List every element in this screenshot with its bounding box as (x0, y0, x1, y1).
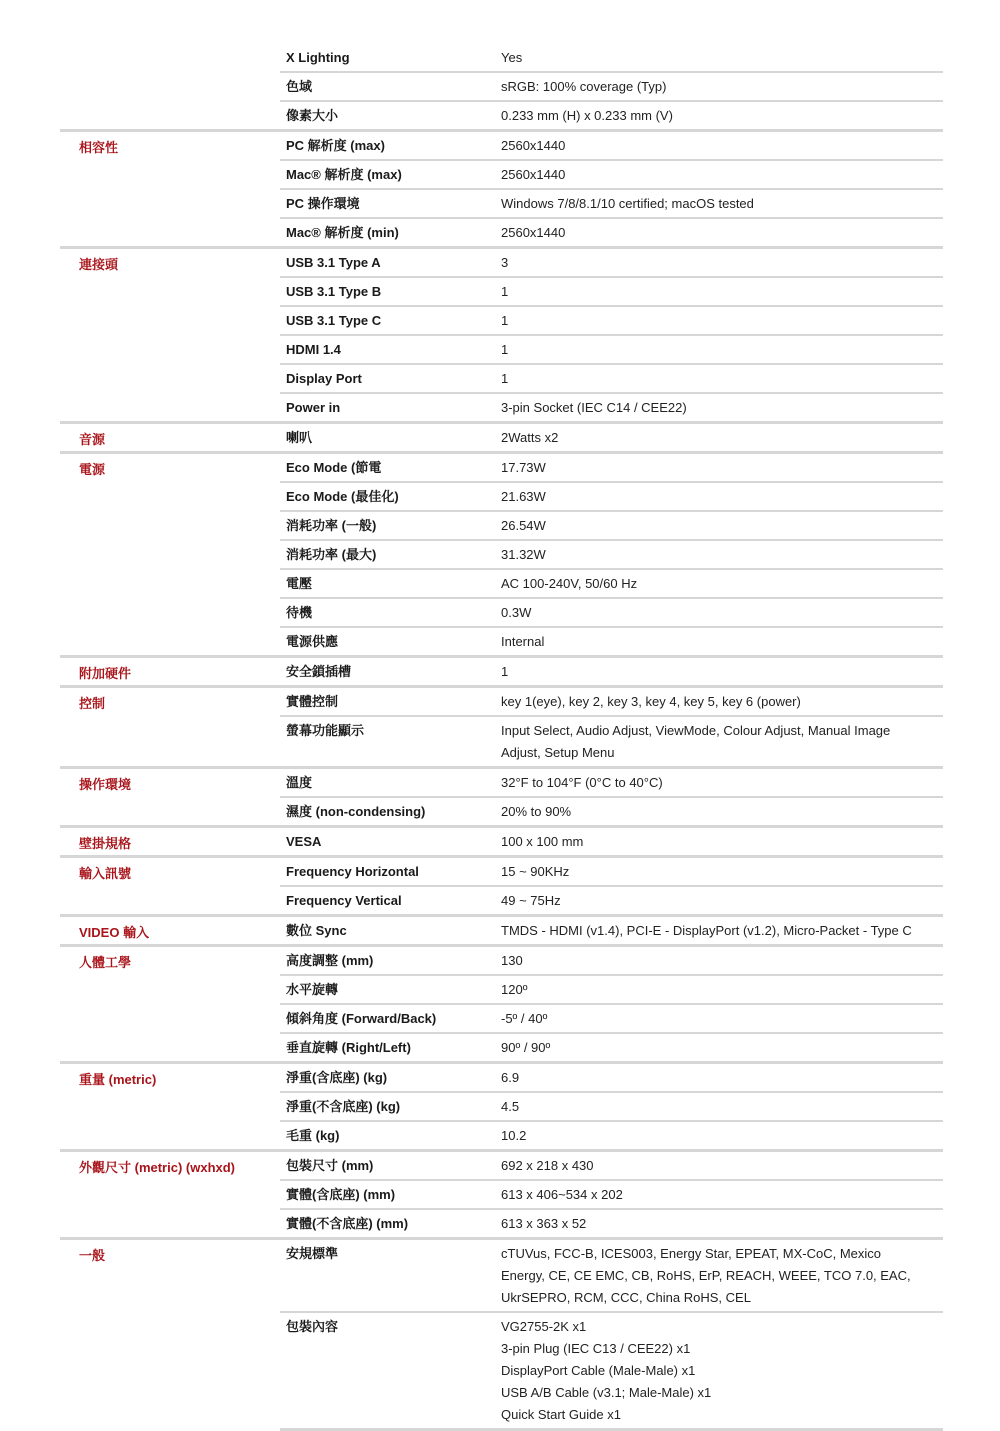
spec-rows (280, 454, 943, 655)
spec-row (280, 217, 943, 246)
spec-value (501, 1240, 943, 1311)
spec-key: 水平旋轉 (286, 982, 339, 997)
spec-sheet (60, 44, 943, 1431)
spec-value-line: 1 (501, 664, 509, 679)
spec-rows (280, 917, 943, 944)
spec-key: 淨重(含底座) (kg) (286, 1070, 388, 1085)
spec-value-line: 17.73W (501, 460, 546, 475)
spec-row (280, 974, 943, 1003)
spec-key: 毛重 (kg) (286, 1128, 340, 1143)
spec-value (501, 628, 943, 655)
section-category: 輸入訊號 (79, 866, 132, 881)
spec-value (501, 161, 943, 188)
spec-value (501, 1152, 943, 1179)
spec-key: 濕度 (non-condensing) (286, 804, 426, 819)
spec-row (280, 305, 943, 334)
spec-key: 電源供應 (286, 634, 339, 649)
spec-value (501, 424, 943, 451)
spec-section (60, 1237, 943, 1428)
spec-key: 安規標準 (286, 1246, 339, 1261)
spec-section (60, 1149, 943, 1237)
section-category: 外觀尺寸 (metric) (wxhxd) (79, 1160, 236, 1175)
spec-section (60, 685, 943, 766)
spec-key: 色域 (286, 79, 313, 94)
spec-section (60, 44, 943, 129)
section-category: VIDEO 輸入 (79, 925, 150, 940)
spec-row (280, 1240, 943, 1311)
section-category: 附加硬件 (79, 666, 132, 681)
spec-value-line: 2560x1440 (501, 138, 566, 153)
spec-value-line: 1 (501, 313, 509, 328)
spec-value (501, 947, 943, 974)
spec-row (280, 1208, 943, 1237)
spec-row (280, 1003, 943, 1032)
spec-value-line: Energy, CE, CE EMC, CB, RoHS, ErP, REACH, WEEE, TCO 7.0, EAC, (501, 1268, 911, 1283)
spec-value-line: 26.54W (501, 518, 546, 533)
spec-value (501, 599, 943, 626)
spec-value-line: cTUVus, FCC-B, ICES003, Energy Star, EPEAT, MX-CoC, Mexico (501, 1246, 881, 1261)
section-category (60, 44, 280, 129)
spec-key: 消耗功率 (最大) (286, 547, 377, 562)
spec-value (501, 336, 943, 363)
spec-key: 數位 Sync (286, 923, 347, 938)
spec-row (280, 796, 943, 825)
spec-row (280, 44, 943, 71)
spec-value-line: 2560x1440 (501, 225, 566, 240)
spec-value (501, 44, 943, 71)
spec-value (501, 219, 943, 246)
spec-row (280, 539, 943, 568)
spec-row (280, 159, 943, 188)
spec-row (280, 858, 943, 885)
spec-key: 實體(含底座) (mm) (286, 1187, 396, 1202)
spec-row (280, 188, 943, 217)
spec-value-line: 1 (501, 342, 509, 357)
spec-value (501, 1064, 943, 1091)
spec-rows (280, 1064, 943, 1149)
spec-value (501, 858, 943, 885)
spec-key: 喇叭 (286, 430, 313, 445)
section-category: 音源 (79, 432, 106, 447)
spec-row (280, 276, 943, 305)
spec-key: PC 操作環境 (286, 196, 360, 211)
spec-key: 待機 (286, 605, 313, 620)
spec-section (60, 914, 943, 944)
spec-section (60, 129, 943, 246)
spec-section (60, 855, 943, 914)
spec-value-line: 10.2 (501, 1128, 527, 1143)
spec-key: USB 3.1 Type C (286, 313, 382, 328)
spec-key: 安全鎖插槽 (286, 664, 352, 679)
spec-value (501, 307, 943, 334)
spec-rows (280, 688, 943, 766)
spec-row (280, 828, 943, 855)
spec-rows (280, 828, 943, 855)
section-category: 一般 (79, 1248, 106, 1263)
spec-key: 電壓 (286, 576, 313, 591)
spec-value-line: DisplayPort Cable (Male-Male) x1 (501, 1363, 696, 1378)
spec-value (501, 1005, 943, 1032)
spec-key: PC 解析度 (max) (286, 138, 385, 153)
spec-row (280, 424, 943, 451)
spec-row (280, 917, 943, 944)
spec-value-line: 692 x 218 x 430 (501, 1158, 594, 1173)
spec-row (280, 1179, 943, 1208)
spec-value-line: Input Select, Audio Adjust, ViewMode, Colour Adjust, Manual Image (501, 723, 891, 738)
spec-key: 溫度 (286, 775, 313, 790)
spec-value (501, 454, 943, 481)
spec-key: Frequency Horizontal (286, 864, 419, 879)
section-category: 重量 (metric) (79, 1072, 157, 1087)
spec-value-line: Quick Start Guide x1 (501, 1407, 621, 1422)
spec-value (501, 917, 943, 944)
spec-key: 傾斜角度 (Forward/Back) (286, 1011, 437, 1026)
spec-row (280, 100, 943, 129)
spec-value-line: VG2755-2K x1 (501, 1319, 587, 1334)
spec-row (280, 597, 943, 626)
spec-key: 垂直旋轉 (Right/Left) (286, 1040, 411, 1055)
spec-row (280, 1091, 943, 1120)
spec-value (501, 278, 943, 305)
spec-value (501, 73, 943, 100)
spec-value (501, 1093, 943, 1120)
spec-key: Display Port (286, 371, 362, 386)
spec-section (60, 421, 943, 451)
spec-value (501, 394, 943, 421)
spec-value-line: 90º / 90º (501, 1040, 551, 1055)
spec-key: VESA (286, 834, 322, 849)
spec-value-line: 0.233 mm (H) x 0.233 mm (V) (501, 108, 673, 123)
spec-row (280, 715, 943, 766)
spec-key: HDMI 1.4 (286, 342, 341, 357)
spec-section (60, 655, 943, 685)
spec-value (501, 190, 943, 217)
spec-value-line: 31.32W (501, 547, 546, 562)
spec-value-line: Windows 7/8/8.1/10 certified; macOS tested (501, 196, 754, 211)
spec-value-line: -5º / 40º (501, 1011, 548, 1026)
section-category: 連接頭 (79, 257, 119, 272)
spec-value (501, 658, 943, 685)
spec-key: Frequency Vertical (286, 893, 402, 908)
spec-value-line: key 1(eye), key 2, key 3, key 4, key 5, key 6 (power) (501, 694, 801, 709)
spec-value-line: 3-pin Socket (IEC C14 / CEE22) (501, 400, 687, 415)
spec-key: 實體(不含底座) (mm) (286, 1216, 409, 1231)
spec-rows (280, 658, 943, 685)
spec-value-line: 1 (501, 371, 509, 386)
spec-key: 螢幕功能顯示 (286, 723, 365, 738)
spec-value-line: Internal (501, 634, 545, 649)
spec-row (280, 1120, 943, 1149)
spec-value-line: 120º (501, 982, 528, 997)
spec-value-line: Yes (501, 50, 523, 65)
spec-row (280, 334, 943, 363)
spec-rows (280, 1152, 943, 1237)
section-category: 人體工學 (79, 955, 132, 970)
spec-value (501, 1313, 943, 1428)
spec-value-line: 32°F to 104°F (0°C to 40°C) (501, 775, 663, 790)
spec-rows (280, 947, 943, 1061)
spec-row (280, 688, 943, 715)
spec-value-line: 49 ~ 75Hz (501, 893, 561, 908)
spec-row (280, 510, 943, 539)
spec-value-line: sRGB: 100% coverage (Typ) (501, 79, 667, 94)
spec-value (501, 717, 943, 766)
spec-key: 像素大小 (286, 108, 339, 123)
spec-value (501, 249, 943, 276)
spec-value-line: 3-pin Plug (IEC C13 / CEE22) x1 (501, 1341, 691, 1356)
spec-value-line: 100 x 100 mm (501, 834, 584, 849)
spec-value (501, 483, 943, 510)
spec-value-line: 613 x 406~534 x 202 (501, 1187, 623, 1202)
spec-rows (280, 769, 943, 825)
spec-value-line: 3 (501, 255, 509, 270)
spec-value-line: 4.5 (501, 1099, 520, 1114)
spec-key: USB 3.1 Type B (286, 284, 382, 299)
spec-value-line: 2Watts x2 (501, 430, 559, 445)
spec-value (501, 512, 943, 539)
spec-value (501, 769, 943, 796)
spec-row (280, 481, 943, 510)
spec-row (280, 392, 943, 421)
spec-value (501, 1122, 943, 1149)
spec-section (60, 766, 943, 825)
spec-row (280, 568, 943, 597)
spec-value (501, 798, 943, 825)
spec-row (280, 1311, 943, 1428)
spec-key: Mac® 解析度 (min) (286, 225, 399, 240)
spec-key: 消耗功率 (一般) (286, 518, 377, 533)
spec-value-line: 15 ~ 90KHz (501, 864, 570, 879)
spec-value-line: UkrSEPRO, RCM, CCC, China RoHS, CEL (501, 1290, 751, 1305)
section-category: 相容性 (79, 140, 119, 155)
spec-value (501, 1181, 943, 1208)
spec-value-line: 2560x1440 (501, 167, 566, 182)
spec-key: Power in (286, 400, 341, 415)
spec-value-line: Adjust, Setup Menu (501, 745, 615, 760)
spec-value (501, 132, 943, 159)
spec-value-line: 20% to 90% (501, 804, 572, 819)
spec-value (501, 887, 943, 914)
spec-value-line: 130 (501, 953, 523, 968)
spec-value (501, 365, 943, 392)
spec-key: 高度調整 (mm) (286, 953, 374, 968)
spec-rows (280, 249, 943, 421)
spec-key: 包裝內容 (286, 1319, 339, 1334)
spec-value (501, 1034, 943, 1061)
spec-row (280, 132, 943, 159)
spec-key: Mac® 解析度 (max) (286, 167, 402, 182)
spec-value (501, 1210, 943, 1237)
spec-key: 實體控制 (286, 694, 339, 709)
spec-value (501, 541, 943, 568)
spec-value (501, 570, 943, 597)
spec-row (280, 769, 943, 796)
spec-rows (280, 44, 943, 129)
spec-rows (280, 424, 943, 451)
spec-row (280, 1152, 943, 1179)
spec-rows (280, 132, 943, 246)
spec-row (280, 885, 943, 914)
spec-row (280, 1032, 943, 1061)
spec-rows (280, 858, 943, 914)
section-category: 壁掛規格 (79, 836, 132, 851)
spec-section (60, 451, 943, 655)
spec-key: USB 3.1 Type A (286, 255, 381, 270)
spec-key: 包裝尺寸 (mm) (286, 1158, 374, 1173)
spec-key: 淨重(不含底座) (kg) (286, 1099, 401, 1114)
spec-key: X Lighting (286, 50, 350, 65)
spec-value (501, 102, 943, 129)
spec-value (501, 688, 943, 715)
spec-row (280, 626, 943, 655)
spec-value-line: 1 (501, 284, 509, 299)
section-category: 電源 (79, 462, 106, 477)
spec-row (280, 947, 943, 974)
spec-value-line: 6.9 (501, 1070, 520, 1085)
spec-key: Eco Mode (最佳化) (286, 489, 399, 504)
spec-row (280, 249, 943, 276)
spec-row (280, 658, 943, 685)
section-category: 操作環境 (79, 777, 132, 792)
spec-value (501, 828, 943, 855)
spec-rows (280, 1240, 943, 1428)
spec-section (60, 246, 943, 421)
spec-value-line: USB A/B Cable (v3.1; Male-Male) x1 (501, 1385, 712, 1400)
spec-section (60, 1061, 943, 1149)
spec-value-line: TMDS - HDMI (v1.4), PCI-E - DisplayPort (v1.2), Micro-Packet - Type C (501, 923, 912, 938)
spec-value (501, 976, 943, 1003)
spec-key: Eco Mode (節電 (286, 460, 382, 475)
spec-value-line: 613 x 363 x 52 (501, 1216, 587, 1231)
spec-row (280, 1064, 943, 1091)
spec-section (60, 825, 943, 855)
spec-section (60, 944, 943, 1061)
spec-value-line: 0.3W (501, 605, 532, 620)
spec-value-line: 21.63W (501, 489, 546, 504)
spec-row (280, 363, 943, 392)
spec-row (280, 71, 943, 100)
section-category: 控制 (79, 696, 106, 711)
spec-value-line: AC 100-240V, 50/60 Hz (501, 576, 638, 591)
spec-row (280, 454, 943, 481)
